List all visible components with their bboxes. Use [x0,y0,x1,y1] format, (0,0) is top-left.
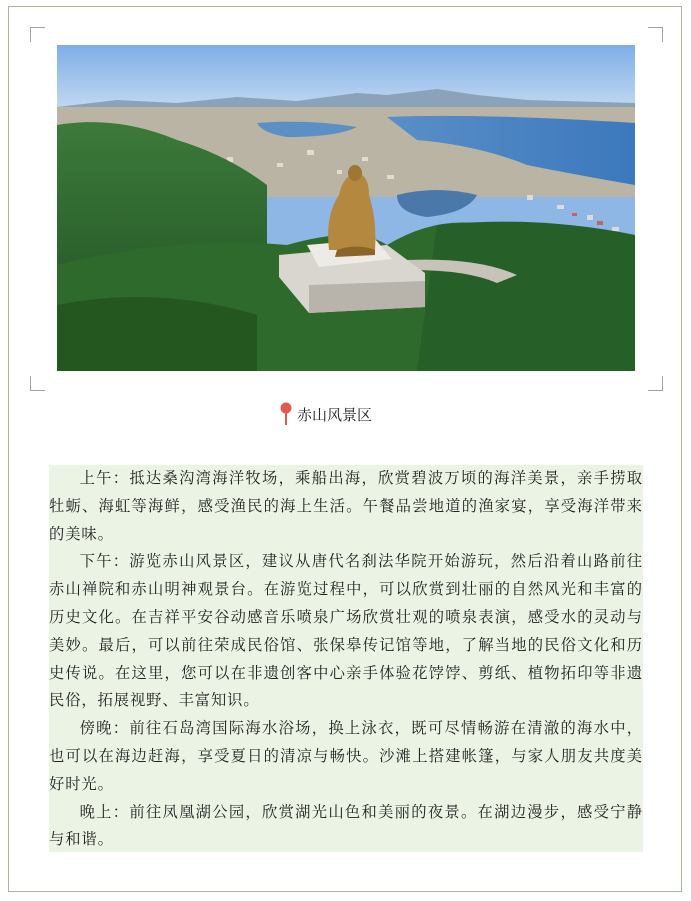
map-pin-icon [279,402,293,426]
itinerary-text-box [49,465,643,852]
scenic-photo [57,45,635,371]
corner-mark-bottom-right [648,376,663,391]
itinerary-morning: 上午：抵达桑沟湾海洋牧场，乘船出海，欣赏碧波万顷的海洋美景，亲手捞取牡蛎、海虹等海鲜，感受渔民的海上生活。午餐品尝地道的渔家宴，享受海洋带来的美味。 [49,469,643,543]
corner-mark-top-left [30,27,45,42]
itinerary-afternoon: 下午：游览赤山风景区，建议从唐代名刹法华院开始游玩，然后沿着山路前往赤山禅院和赤山明神观景台。在游览过程中，可以欣赏到壮丽的自然风光和丰富的历史文化。在吉祥平安谷动感音乐喷泉广场欣赏壮观的喷泉表演，感受水的灵动与美妙。最后，可以前往荣成民俗馆、张保皋传记馆等地，了解当地的民俗文化和历史传说。在这里，您可以在非遗创客中心亲手体验花饽饽、剪纸、植物拓印等非遗民俗，拓展视野、丰富知识。 [49,552,643,710]
itinerary-night: 晚上：前往凤凰湖公园，欣赏湖光山色和美丽的夜景。在湖边漫步，感受宁静与和谐。 [49,802,643,849]
location-label: 赤山风景区 [296,405,372,424]
corner-mark-top-right [648,27,663,42]
itinerary-evening: 傍晚：前往石岛湾国际海水浴场，换上泳衣，既可尽情畅游在清澈的海水中，也可以在海边赶海，享受夏日的清凉与畅快。沙滩上搭建帐篷，与家人朋友共度美好时光。 [49,719,643,793]
corner-mark-bottom-left [30,376,45,391]
location-caption [0,400,691,428]
